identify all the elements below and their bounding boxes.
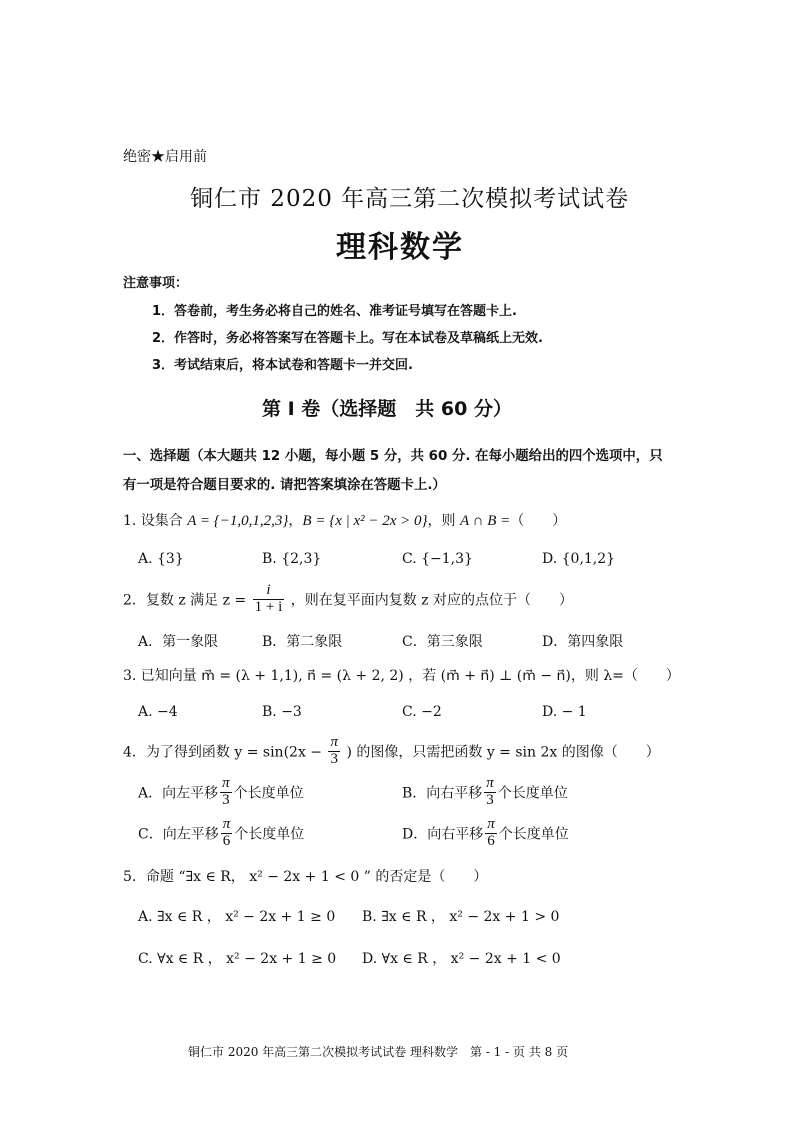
question-2-option-a[interactable]: A．第一象限 — [138, 634, 219, 650]
question-3-stem: 3. 已知向量 m⃗ = (λ + 1,1), n⃗ = (λ + 2, 2) ，若 (m⃗ + n⃗) ⊥ (m⃗ − n⃗)，则 λ=（ ） — [123, 668, 680, 684]
question-2-option-c[interactable]: C．第三象限 — [402, 634, 483, 650]
footer-title: 铜仁市 2020 年高三第二次模拟考试试卷 理科数学 — [188, 1045, 458, 1059]
question-1-option-b[interactable]: B. {2,3} — [262, 551, 322, 567]
section-instructions-line2: 有一项是符合题目要求的. 请把答案填涂在答题卡上.） — [123, 478, 446, 493]
question-2-option-d[interactable]: D．第四象限 — [542, 634, 624, 650]
question-2-option-b[interactable]: B．第二象限 — [262, 634, 343, 650]
question-1-stem: 1. 设集合 A = {−1,0,1,2,3}，B = {x | x² − 2x > 0}，则 A ∩ B =（ ） — [123, 513, 567, 529]
part-title: 第 I 卷（选择题 共 60 分） — [262, 398, 512, 420]
question-4-option-c[interactable]: C．向左平移 $\frac{\pi}{6}$ 个长度单位 — [138, 816, 305, 849]
exam-title: 铜仁市 2020 年高三第二次模拟考试试卷 — [190, 186, 630, 212]
question-4-option-a[interactable]: A．向左平移 $\frac{\pi}{3}$ 个长度单位 — [138, 775, 304, 808]
question-5-option-a[interactable]: A. ∃x ∈ R ， x² − 2x + 1 ≥ 0 — [138, 909, 336, 925]
question-5-option-c[interactable]: C. ∀x ∈ R ， x² − 2x + 1 ≥ 0 — [138, 951, 337, 967]
fraction: $\frac{i}{1 + i}$ — [254, 582, 283, 615]
question-2-stem: 2．复数 z 满足 z = $\frac{i}{1 + i}$ ，则在复平面内复数 z 对应的点位于（ ） — [123, 582, 574, 615]
notice-heading: 注意事项： — [123, 276, 189, 291]
notice-item: 3．考试结束后，将本试卷和答题卡一并交回. — [152, 358, 413, 373]
question-4-stem: 4．为了得到函数 y = sin(2x − $\frac{\pi}{3}$ ) 的图像，只需把函数 y = sin 2x 的图像（ ） — [123, 734, 660, 767]
footer-page-number: 第 - 1 - 页 共 8 页 — [470, 1045, 569, 1059]
question-1-option-c[interactable]: C. {−1,3} — [402, 551, 473, 567]
question-4-option-d[interactable]: D．向右平移 $\frac{\pi}{6}$ 个长度单位 — [402, 816, 569, 849]
question-3-option-b[interactable]: B. −3 — [262, 704, 302, 720]
question-3-option-a[interactable]: A. −4 — [138, 704, 178, 720]
question-5-option-b[interactable]: B. ∃x ∈ R ， x² − 2x + 1 > 0 — [362, 909, 560, 925]
notice-item: 1．答卷前，考生务必将自己的姓名、准考证号填写在答题卡上. — [152, 304, 517, 319]
question-1-option-a[interactable]: A. {3} — [138, 551, 184, 567]
question-3-option-c[interactable]: C. −2 — [402, 704, 442, 720]
question-4-option-b[interactable]: B．向右平移 $\frac{\pi}{3}$ 个长度单位 — [402, 775, 568, 808]
fraction: $\frac{\pi}{3}$ — [330, 734, 338, 767]
secret-label: 绝密★启用前 — [123, 149, 207, 165]
subject-title: 理科数学 — [336, 230, 464, 265]
section-instructions-line1: 一、选择题（本大题共 12 小题，每小题 5 分，共 60 分. 在每小题给出的四个选项中，只 — [123, 449, 663, 464]
question-5-stem: 5．命题 “∃x ∈ R， x² − 2x + 1 < 0 ” 的否定是（ ） — [123, 869, 488, 885]
question-3-option-d[interactable]: D. − 1 — [542, 704, 587, 720]
notice-item: 2．作答时，务必将答案写在答题卡上。写在本试卷及草稿纸上无效. — [152, 331, 543, 346]
question-1-option-d[interactable]: D. {0,1,2} — [542, 551, 616, 567]
question-5-option-d[interactable]: D. ∀x ∈ R ， x² − 2x + 1 < 0 — [362, 951, 561, 967]
